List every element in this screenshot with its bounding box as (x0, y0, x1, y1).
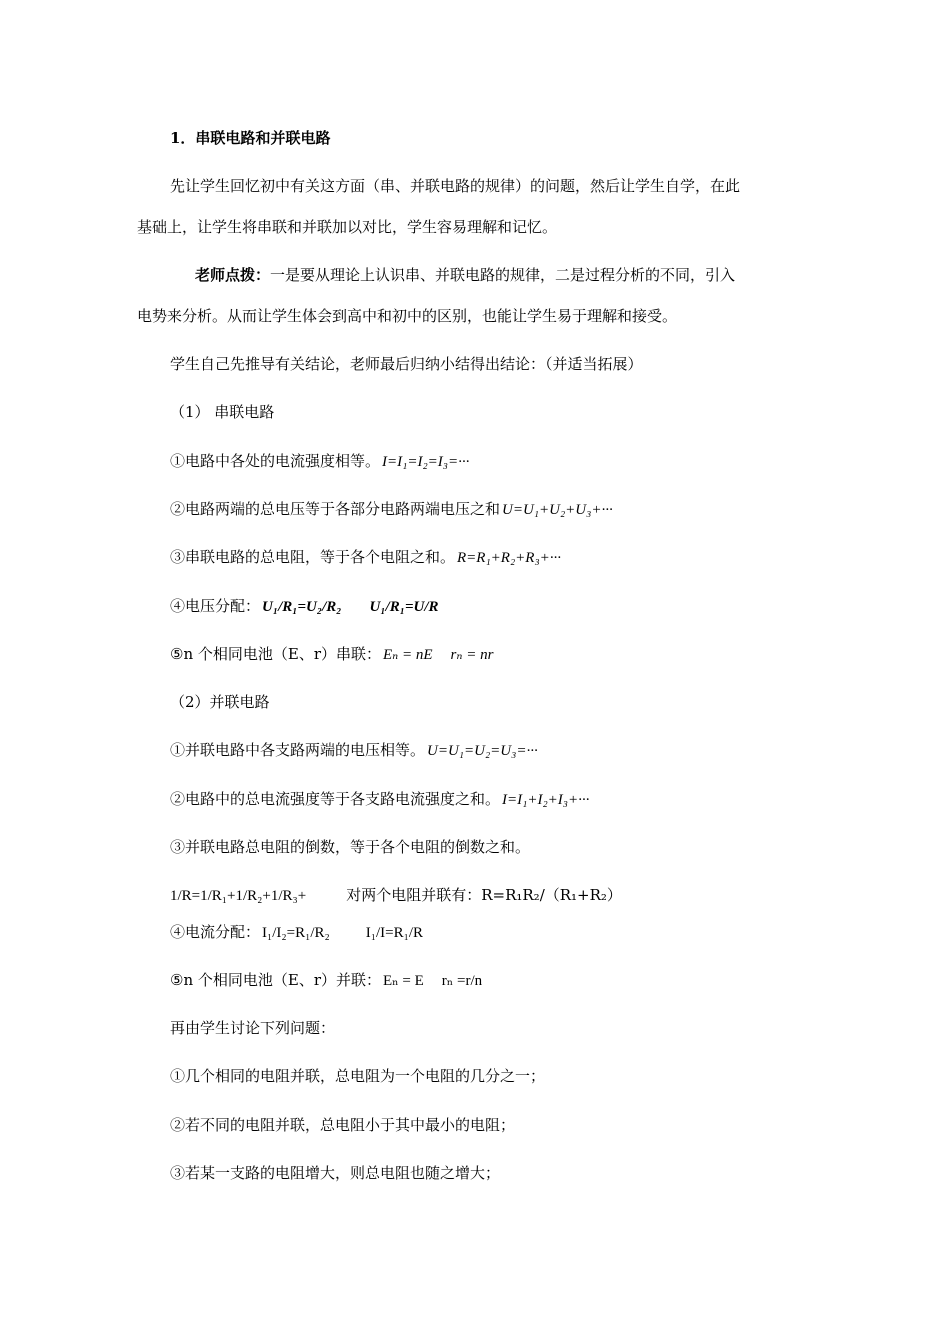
series-formula: U=U₁+U₂+U₃+··· (502, 502, 613, 518)
two-resistors-formula: 对两个电阻并联有：R=R₁R₂/（R₁+R₂） (346, 886, 622, 904)
discussion-item: ②若不同的电阻并联，总电阻小于其中最小的电阻； (170, 1116, 516, 1134)
series-formula: I=I₁=I₂=I₃=··· (382, 454, 470, 470)
series-formula: R=R₁+R₂+R₃+··· (457, 550, 562, 566)
series-heading: （1） 串联电路 (170, 403, 275, 421)
series-item-text: ①电路中各处的电流强度相等。 (170, 452, 381, 470)
parallel-item-text: ①并联电路中各支路两端的电压相等。 (170, 741, 426, 759)
parallel-item-5 (170, 970, 482, 991)
series-item-5 (170, 644, 493, 665)
parallel-formula: I=I₁+I₂+I₃+··· (502, 792, 590, 808)
series-item-text: ③串联电路的总电阻，等于各个电阻之和。 (170, 548, 456, 566)
parallel-item-2 (170, 789, 589, 810)
intro-line-2: 基础上，让学生将串联和并联加以对比，学生容易理解和记忆。 (137, 218, 558, 236)
series-item-text: ②电路两端的总电压等于各部分电路两端电压之和 (170, 500, 501, 518)
teacher-tip-line-2: 电势来分析。从而让学生体会到高中和初中的区别，也能让学生易于理解和接受。 (137, 307, 678, 325)
parallel-item-text: ⑤n 个相同电池（E、r）并联： (170, 971, 381, 989)
series-item-2 (170, 499, 613, 520)
section-title: 1．串联电路和并联电路 (170, 129, 331, 147)
parallel-item-1 (170, 740, 538, 761)
series-item-4 (170, 596, 439, 617)
parallel-formula: U=U₁=U₂=U₃=··· (427, 743, 538, 759)
parallel-formula: I₁/I₂=R₁/R₂ (262, 925, 330, 941)
series-formula-2: U₁/R₁=U/R (369, 599, 439, 615)
summary-intro: 学生自己先推导有关结论，老师最后归纳小结得出结论：（并适当拓展） (170, 355, 643, 373)
series-item-1 (170, 451, 469, 472)
series-formula: Eₙ = nE (383, 647, 433, 663)
parallel-item-3 (170, 837, 530, 857)
series-formula: U₁/R₁=U₂/R₂ (262, 599, 342, 615)
reciprocal-line (170, 885, 622, 906)
discussion-item: ①几个相同的电阻并联，总电阻为一个电阻的几分之一； (170, 1067, 546, 1085)
parallel-item-text: ②电路中的总电流强度等于各支路电流强度之和。 (170, 790, 501, 808)
reciprocal-formula: 1/R=1/R₁+1/R₂+1/R₃+ (170, 888, 307, 904)
series-formula-2: rₙ = nr (450, 647, 494, 663)
parallel-formula: Eₙ = E (383, 973, 424, 989)
teacher-tip-label: 老师点拨： (195, 266, 271, 284)
series-item-text: ④电压分配： (170, 597, 261, 615)
parallel-item-4 (170, 922, 423, 943)
series-item-3 (170, 547, 561, 568)
parallel-formula-2: rₙ =r/n (441, 973, 483, 989)
teacher-tip-text: 一是要从理论上认识串、并联电路的规律，二是过程分析的不同，引入 (270, 266, 736, 284)
discussion-item: ③若某一支路的电阻增大，则总电阻也随之增大； (170, 1164, 501, 1182)
parallel-heading: （2）并联电路 (170, 693, 270, 711)
discussion-intro: 再由学生讨论下列问题： (170, 1019, 336, 1037)
parallel-item-text: ④电流分配： (170, 923, 261, 941)
series-item-text: ⑤n 个相同电池（E、r）串联： (170, 645, 381, 663)
teacher-tip-line-1 (195, 265, 735, 285)
parallel-formula-2: I₁/I=R₁/R (365, 925, 423, 941)
parallel-item-text: ③并联电路总电阻的倒数，等于各个电阻的倒数之和。 (170, 838, 531, 856)
intro-line-1: 先让学生回忆初中有关这方面（串、并联电路的规律）的问题，然后让学生自学，在此 (170, 177, 741, 195)
